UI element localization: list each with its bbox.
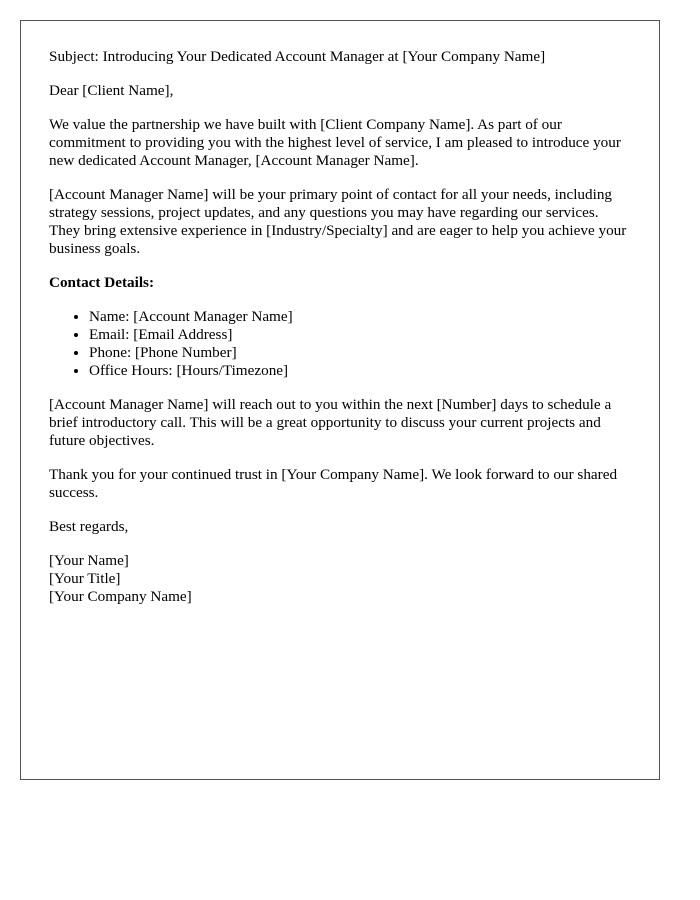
signature-name: [Your Name]	[49, 552, 129, 569]
contact-item-name: • Name: [Account Manager Name]	[89, 308, 631, 326]
signature-company: [Your Company Name]	[49, 588, 192, 605]
letter-subject: Subject: Introducing Your Dedicated Account Manager at [Your Company Name]	[49, 48, 546, 65]
letter-paragraph-next-steps: [Account Manager Name] will reach out to you within the next [Number] days to schedule a brief introductory call. This will be a great opportunity to discuss your current projects and future objectives.	[49, 396, 612, 449]
contact-details-heading: Contact Details:	[49, 274, 155, 291]
letter-paragraph-role: [Account Manager Name] will be your primary point of contact for all your needs, including strategy sessions, project updates, and any questions you may have regarding our services. They bring extensive experience in [Industry/Specialty] and are eager to help you achieve your business goals.	[49, 186, 627, 257]
letter-paragraph-thanks: Thank you for your continued trust in [Your Company Name]. We look forward to our shared success.	[49, 466, 618, 501]
letter-page	[20, 20, 660, 780]
contact-details-list	[49, 308, 631, 380]
letter-greeting: Dear [Client Name],	[49, 82, 174, 99]
contact-item-phone: • Phone: [Phone Number]	[89, 344, 631, 362]
signature-block	[49, 552, 631, 606]
letter-paragraph-intro: We value the partnership we have built with [Client Company Name]. As part of our commitment to providing you with the highest level of service, I am pleased to introduce your new dedicated Account Manager, [Account Manager Name].	[49, 116, 621, 169]
contact-item-email: • Email: [Email Address]	[89, 326, 631, 344]
letter-closing: Best regards,	[49, 518, 129, 535]
contact-item-office-hours: • Office Hours: [Hours/Timezone]	[89, 362, 631, 380]
signature-title: [Your Title]	[49, 570, 121, 587]
